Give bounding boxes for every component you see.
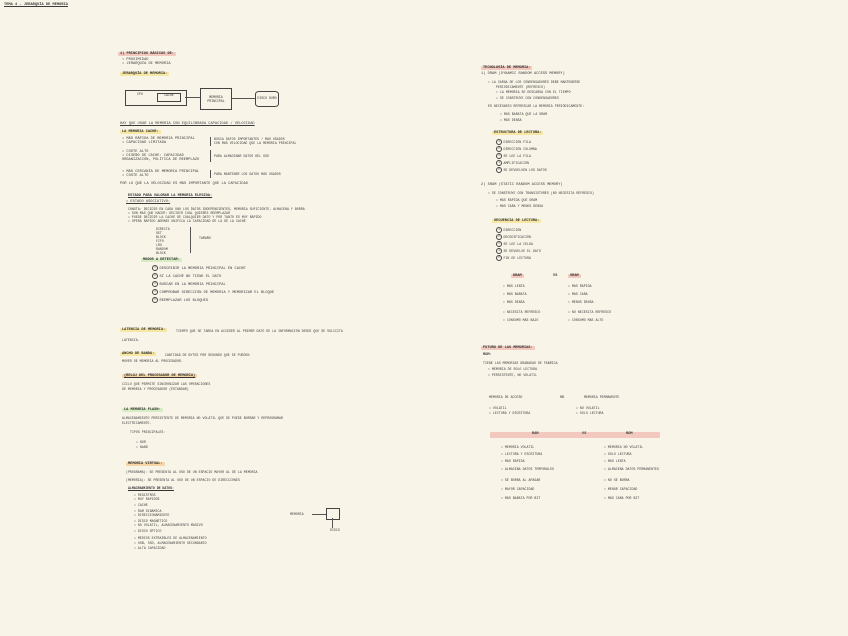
side-note: BUSCA DATOS IMPORTANTES / MÁS USADOS xyxy=(214,137,285,141)
compare-item: • MAYOR CAPACIDAD xyxy=(501,487,535,491)
compare-head-ram: RAM xyxy=(532,432,539,436)
compare-vs: VS xyxy=(553,274,558,278)
compare-item: • MÁS LENTA xyxy=(503,284,525,288)
list-item: RANDOM xyxy=(156,247,168,251)
list-item: • DISEÑO DE CACHE: CAPACIDAD xyxy=(122,154,184,158)
brace-line xyxy=(210,170,211,178)
compare-item: • NO VOLÁTIL xyxy=(576,406,600,410)
disk-box: DISCO DURO xyxy=(255,91,279,107)
compare-head-dram: DRAM xyxy=(513,274,522,278)
cpu-label: CPU xyxy=(137,92,143,96)
step-item: 1 DESCRIBIR LA MEMORIA PRINCIPAL EN CACHÉ xyxy=(152,265,246,271)
side-note: PARA ALMACENAR DATOS DEL USO xyxy=(214,154,269,158)
col-head: MEMORIA PERMANENTE xyxy=(584,395,620,399)
diagram-label: DISCO xyxy=(330,528,340,532)
list-item: BLOCK xyxy=(156,235,166,239)
connector-line xyxy=(332,518,333,528)
compare-head-rom: ROM xyxy=(626,432,633,436)
section-heading-flash: LA MEMORIA FLASH: xyxy=(124,408,161,412)
list-item: • NO VOLÁTIL, ALMACENAMIENTO MASIVO xyxy=(134,523,203,527)
compare-item: • CONSUMO MÁS ALTO xyxy=(568,318,604,322)
compare-item: • SOLO LECTURA xyxy=(604,452,632,456)
compare-header-bar xyxy=(490,432,660,438)
compare-item: • ALMACENA DATOS PERMANENTES xyxy=(604,467,659,471)
list-item: • DISCO MAGNÉTICO xyxy=(134,519,168,523)
text-line: TIENE LAS MEMORIAS GRABADAS DE FÁBRICA xyxy=(483,361,558,365)
step-item: 2 DECODIFICACIÓN xyxy=(496,234,531,240)
step-item: 5 SE DEVUELVEN LOS DATOS xyxy=(496,167,547,173)
text-line: ES NECESARIO REFRESCAR LA MEMORIA PERIÓDICAMENTE: xyxy=(488,104,585,108)
list-item: • REGISTROS xyxy=(134,493,156,497)
section-heading-bandwidth: ANCHO DE BANDA: xyxy=(122,352,155,356)
list-item: LRU xyxy=(156,243,162,247)
compare-item: • MÁS BARATA POR BIT xyxy=(501,496,541,500)
connector-line xyxy=(185,97,200,98)
diagram-label: MEMORIA xyxy=(290,512,304,516)
connector-line xyxy=(232,98,255,99)
text-line: • MÁS DENSA xyxy=(500,118,522,122)
compare-item: • MÁS DENSA xyxy=(503,300,525,304)
section-heading-tech: TECNOLOGÍA DE MEMORIA: xyxy=(483,66,531,70)
cache-conclusion: POR LO QUE LA VELOCIDAD ES MÁS IMPORTANTE QUE LA CAPACIDAD xyxy=(120,182,248,186)
text-line: PERIÓDICAMENTE (REFRESCO) xyxy=(496,85,546,89)
compare-vs: VS xyxy=(582,432,587,436)
text-line: CANTIDAD DE BYTES POR SEGUNDO QUE SE PUEDEN xyxy=(165,353,250,357)
text-line: CICLO QUE PERMITE SINCRONIZAR LAS OPERACIONES xyxy=(122,382,211,386)
brace-line xyxy=(210,137,211,146)
brace-line xyxy=(210,150,211,162)
step-item: 5 REEMPLAZAR LOS BLOQUES xyxy=(152,297,208,303)
compare-item: • MÁS RÁPIDA xyxy=(501,459,525,463)
list-item: • USB, SSD, ALMACENAMIENTO SECUNDARIO xyxy=(134,541,207,545)
list-item: • MÁS RÁPIDA DE MEMORIA PRINCIPAL xyxy=(122,137,195,141)
text-line: (MEMORIA): SE PRESENTA AL USO DE UN ESPACIO DE DIRECCIONES xyxy=(126,478,240,482)
compare-item: • MÁS CARA xyxy=(568,292,588,296)
compare-item: • MÁS LENTA xyxy=(604,459,626,463)
main-memory-box: MEMORIA PRINCIPAL xyxy=(200,88,232,110)
compare-item: • MÁS BARATA xyxy=(503,292,527,296)
compare-item: • SOLO LECTURA xyxy=(576,411,604,415)
list-item: • MÁS CERCANÍA DE MEMORIA PRINCIPAL xyxy=(122,170,200,174)
step-item: 1 DIRECCIÓN xyxy=(496,227,521,233)
list-item: • PROXIMIDAD xyxy=(122,58,149,62)
section-heading-latency: LATENCIA DE MEMORIA: xyxy=(122,328,166,332)
side-note: CON MÁS VELOCIDAD QUE LA MEMORIA PRINCIPAL xyxy=(214,141,297,145)
list-item: • COSTE ALTO xyxy=(122,174,149,178)
compare-head-sram: SRAM xyxy=(570,274,579,278)
list-item: FIFO xyxy=(156,239,164,243)
text-line: TIEMPO QUE SE TARDA EN ACCEDER AL PRIMER DATO DE LA INFORMACIÓN DESDE QUE SE SOLICITA xyxy=(176,329,343,333)
text-line: • MÁS CARA Y MENOS DENSA xyxy=(496,204,544,208)
hierarchy-note: HAY QUE USAR LA MEMORIA CON EQUILIBRADA CAPACIDAD / VELOCIDAD xyxy=(120,122,255,126)
step-item: 1 DIRECCIÓN FILA xyxy=(496,139,531,145)
text-line: • LA CARGA DE LOS CONDENSADORES DEBE MANTENERSE xyxy=(488,80,581,84)
disk-icon xyxy=(326,508,340,520)
list-note: TAMAÑO xyxy=(199,236,211,240)
list-item: • DISCO ÓPTICO xyxy=(134,529,162,533)
list-item: • DIRECCIONAMIENTO xyxy=(134,513,170,517)
subheading-rom: ROM: xyxy=(483,353,492,357)
section-heading-clock: (RELOJ DEL PROCESADOR DE MEMORIA) xyxy=(124,374,196,378)
step-item: 4 COMPROBAR DIRECCIÓN DE MEMORIA Y MEMORIZAR EL BLOQUE xyxy=(152,289,274,295)
step-item: 2 SÍ LA CACHÉ NO TIENE EL DATO xyxy=(152,273,221,279)
col-head: MEMORIA DE ACCESO xyxy=(489,395,523,399)
arrow-line xyxy=(190,227,191,253)
text-line: CONSTA: DECIDIR EN CADA UNO LOS DATOS INDEPENDIENTES, MEMORIA SUFICIENTE, ALMACENA Y BORRA xyxy=(128,207,305,211)
text-line: DE MEMORIA Y PROCESADOR (ESTÁNDAR) xyxy=(122,387,189,391)
step-item: 4 AMPLIFICACIÓN xyxy=(496,160,529,166)
text-line: LATENCIA. xyxy=(122,338,140,342)
text-line: TIPOS PRINCIPALES: xyxy=(130,430,166,434)
step-item: 2 DIRECCIÓN COLUMNA xyxy=(496,146,537,152)
list-item: • CAPACIDAD LIMITADA xyxy=(122,141,167,145)
step-item: 5 FIN DE LECTURA xyxy=(496,255,531,261)
compare-item: • MÁS RÁPIDA xyxy=(568,284,592,288)
col-vs: VS xyxy=(560,395,564,399)
text-line: • OPERA RÁPIDO ADEMÁS UNIFICA LA CAPACIDAD DE LA DE LA CACHÉ xyxy=(128,219,246,223)
step-item: 3 SE LEE LA FILA xyxy=(496,153,531,159)
text-line: • PUEDE DECIDIR LA CACHÉ DE CUALQUIER DATO Y POR TANTO ES MUY RÁPIDO xyxy=(128,215,262,219)
list-item: • COSTE ALTO xyxy=(122,150,149,154)
step-item: 4 SE DEVUELVE EL DATO xyxy=(496,248,541,254)
list-item: • CACHE xyxy=(134,503,148,507)
subheading-dram: 1) DRAM (DYNAMIC RANDOM ACCESS MEMORY) xyxy=(481,72,565,76)
list-item: • MEDIOS EXTRAÍBLES DE ALMACENAMIENTO xyxy=(134,536,207,540)
cache-box: CACHE xyxy=(157,93,181,102)
compare-item: • NECESITA REFRESCO xyxy=(503,310,541,314)
compare-item: • CONSUMO MÁS BAJO xyxy=(503,318,539,322)
compare-item: • MÁS CARA POR BIT xyxy=(604,496,640,500)
list-item: ORGANIZACIÓN, POLÍTICA DE REEMPLAZO xyxy=(122,158,200,162)
list-item: • MUY RÁPIDOS xyxy=(134,497,160,501)
list-item: • RAM DINÁMICA xyxy=(134,509,162,513)
text-line: • MEMORIA DE SOLO LECTURA xyxy=(488,367,538,371)
list-item: • NAND xyxy=(136,445,148,449)
compare-item: • NO SE BORRA xyxy=(604,478,630,482)
list-item: • JERARQUÍA DE MEMORIA xyxy=(122,62,171,66)
subheading-read-sequence: SECUENCIA DE LECTURA: xyxy=(494,219,540,223)
list-item: SET xyxy=(156,231,162,235)
section-heading-principles: 1) PRINCIPIOS BÁSICOS DE: xyxy=(120,52,174,56)
compare-item: • SE BORRA AL APAGAR xyxy=(501,478,541,482)
text-line: • PERSISTENTE, NO VOLÁTIL xyxy=(488,373,538,377)
text-line: • SE CONSTRUYE CON CONDENSADORES xyxy=(496,96,559,100)
section-heading-associative: ESTADO PARA VALORAR LA MEMORIA ELEGIDA: xyxy=(128,194,213,198)
subheading: • ESTADO ASOCIATIVO: xyxy=(126,200,171,204)
list-item: DIRECTA xyxy=(156,227,170,231)
text-line: ELÉCTRICAMENTE. xyxy=(122,421,152,425)
subheading-storage: ALMACENAMIENTO DE DATOS: xyxy=(128,486,174,490)
compare-item: • LECTURA Y ESCRITURA xyxy=(489,411,531,415)
text-line: • MÁS BARATA QUE LA SRAM xyxy=(500,112,548,116)
compare-item: • LECTURA Y ESCRITURA xyxy=(501,452,543,456)
section-heading-modes: MODOS A DETECTAR: xyxy=(143,258,180,262)
text-line: MOVER DE MEMORIA AL PROCESADOR. xyxy=(122,359,183,363)
text-line: • SE CONSTRUYE CON TRANSISTORES (NO NECESITA REFRESCO) xyxy=(488,191,594,195)
text-line: • MÁS RÁPIDA QUE DRAM xyxy=(496,198,538,202)
compare-item: • MEMORIA NO VOLÁTIL xyxy=(604,445,644,449)
compare-item: • ALMACENA DATOS TEMPORALES xyxy=(501,467,554,471)
list-item: BLOCK xyxy=(156,251,166,255)
compare-item: • VOLÁTIL xyxy=(489,406,507,410)
list-item: • ALTA CAPACIDAD xyxy=(134,546,166,550)
page-header: TEMA 4 - JERARQUÍA DE MEMORIA xyxy=(4,3,68,7)
text-line: • SON MÁS QUE HACER: DECIDIR CUÁL QUIERES REEMPLAZAR xyxy=(128,211,231,215)
compare-item: • MENOR CAPACIDAD xyxy=(604,487,638,491)
text-line: • LA MEMORIA SE DESCARGA CON EL TIEMPO xyxy=(496,90,571,94)
subheading-sram: 2) SRAM (STATIC RANDOM ACCESS MEMORY) xyxy=(481,183,563,187)
section-heading-hierarchy: JERARQUÍA DE MEMORIA: xyxy=(122,72,168,76)
list-item: • NOR xyxy=(136,440,146,444)
compare-item: • NO NECESITA REFRESCO xyxy=(568,310,612,314)
subheading-read-structure: ESTRUCTURA DE LECTURA: xyxy=(494,131,542,135)
text-line: ALMACENAMIENTO PERSISTENTE DE MEMORIA NO VOLÁTIL QUE SE PUEDE BORRAR Y REPROGRAMAR xyxy=(122,416,283,420)
compare-item: • MEMORIA VOLÁTIL xyxy=(501,445,535,449)
arrow-line xyxy=(312,514,326,515)
section-heading-future: FUTURO DE LAS MEMORIAS: xyxy=(483,346,533,350)
compare-item: • MENOS DENSA xyxy=(568,300,594,304)
side-note: PARA MANTENER LOS DATOS MÁS USADOS xyxy=(214,172,281,176)
text-line: (PROGRAMA): SE PRESENTA AL USO DE UN ESPACIO MAYOR AL DE LA MEMORIA xyxy=(126,470,258,474)
section-heading-cache: LA MEMORIA CACHE: xyxy=(122,130,159,134)
section-heading-virtual: MEMORIA VIRTUAL: xyxy=(128,462,163,466)
step-item: 3 SE LEE LA CELDA xyxy=(496,241,533,247)
step-item: 3 BUSCAR EN LA MEMORIA PRINCIPAL xyxy=(152,281,226,287)
